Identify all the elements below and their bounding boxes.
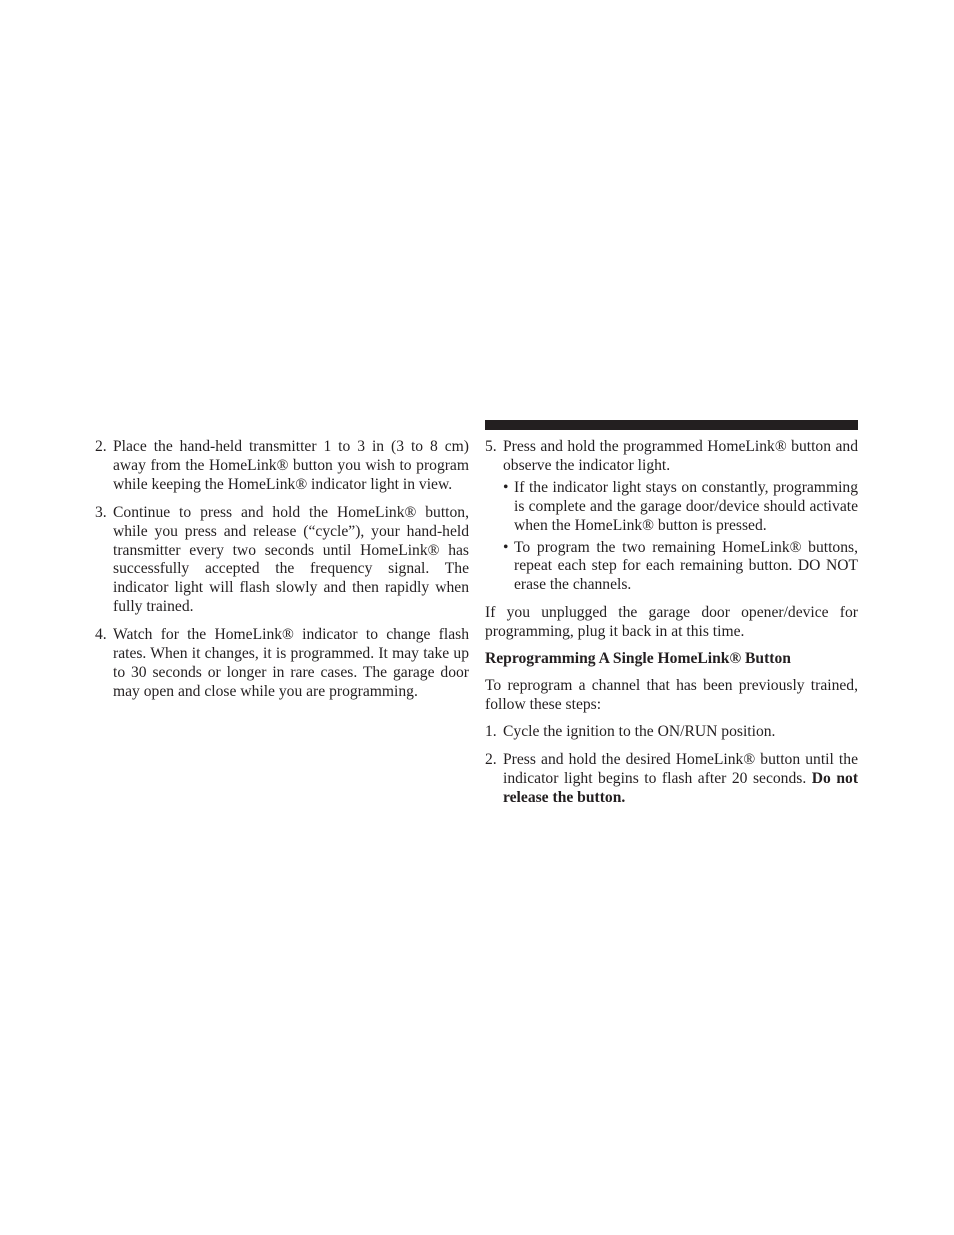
step-number: 2. <box>95 438 107 455</box>
step-number: 1. <box>485 722 497 740</box>
step-number: 3. <box>95 503 107 521</box>
unplugged-note: If you unplugged the garage door opener/device for programming, plug it back in at this time. <box>485 604 858 641</box>
step-text: Press and hold the programmed HomeLink® button and observe the indicator light. <box>503 438 858 474</box>
reprogram-step-1 <box>485 723 858 742</box>
bullet-item <box>503 539 858 596</box>
step-text: Place the hand-held transmitter 1 to 3 in (3 to 8 cm) away from the HomeLink® button you wish to program while keeping the HomeLink® indicator light in view. <box>113 438 469 493</box>
step-number: 4. <box>95 626 107 644</box>
bullet-icon: • <box>503 478 509 496</box>
step-text: Cycle the ignition to the ON/RUN position. <box>503 722 776 740</box>
section-rule <box>485 420 858 430</box>
step-warning: Do not release the button. <box>503 769 859 806</box>
step-text: Press and hold the desired HomeLink® button until the indicator light begins to flash after 20 seconds. <box>503 750 858 787</box>
step-text: Continue to press and hold the HomeLink® button, while you press and release (“cycle”), your hand-held transmitter every two seconds until HomeLink® has successfully accepted the frequency signal. The indicator light will flash slowly and then rapidly when fully trained. <box>113 503 469 616</box>
step-4 <box>95 626 469 702</box>
step-text: Watch for the HomeLink® indicator to change flash rates. When it changes, it is programmed. It may take up to 30 seconds or longer in rare cases. The garage door may open and close while you are programming. <box>113 626 469 700</box>
right-column <box>485 438 858 816</box>
step-2 <box>95 438 469 495</box>
step-number: 2. <box>485 750 497 768</box>
intro-text: To reprogram a channel that has been previously trained, follow these steps: <box>485 676 858 713</box>
bullet-text: If the indicator light stays on constantly, programming is complete and the garage door/device should activate when the HomeLink® button is pressed. <box>514 478 858 534</box>
step-number: 5. <box>485 438 497 455</box>
step-3 <box>95 504 469 617</box>
bullet-item <box>503 479 858 536</box>
bullet-text: To program the two remaining HomeLink® buttons, repeat each step for each remaining button. DO NOT erase the channels. <box>514 538 858 594</box>
reprogram-step-2 <box>485 751 858 808</box>
bullet-icon: • <box>503 538 509 556</box>
left-column <box>95 438 469 711</box>
step-5 <box>485 438 858 595</box>
section-heading: Reprogramming A Single HomeLink® Button <box>485 650 791 668</box>
